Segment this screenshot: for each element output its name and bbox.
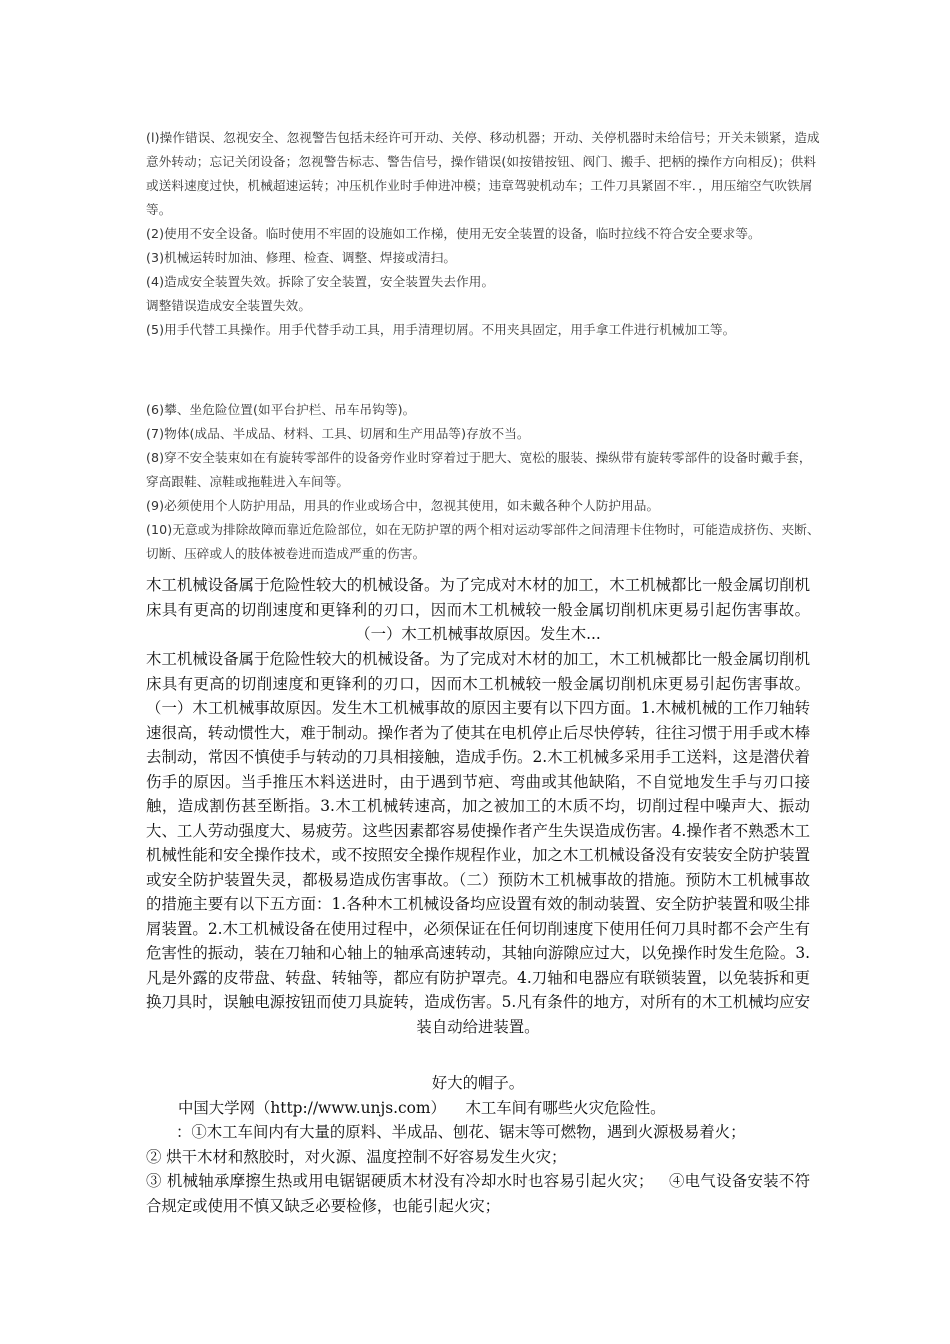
hazard-line-3: ③ 机械轴承摩擦生热或用电锯锯硬质木材没有冷却水时也容易引起火灾； ④电气设备安装不符合规定或使用不慎又缺乏必要检修，也能引起火灾；	[146, 1172, 810, 1215]
unsafe-acts-list-part1	[146, 126, 822, 342]
unsafe-acts-list-part2	[146, 398, 822, 566]
woodworking-article	[146, 647, 810, 1039]
fire-hazard-section	[146, 1071, 810, 1218]
footer-heading: 好大的帽子。	[431, 1074, 525, 1092]
item-3-paragraph: (3)机械运转时加油、修理、检查、调整、焊接或清扫。	[146, 250, 457, 265]
item-4-continuation: 调整错误造成安全装置失效。	[146, 298, 312, 313]
hazard-line-2: ② 烘干木材和熬胶时，对火源、温度控制不好容易发生火灾；	[146, 1147, 567, 1166]
item-6-paragraph: (6)攀、坐危险位置(如平台护栏、吊车吊钩等)。	[146, 402, 416, 417]
article-paragraph: 木工机械设备属于危险性较大的机械设备。为了完成对木材的加工，木工机械都比一般金属切削机床具有更高的切削速度和更锋利的刃口，因而木工机械较一般金属切削机床更易引起伤害事故。（一）木工机械事故原因。发生木工机械事故的原因主要有以下四方面。1.木械机械的工作刀轴转速很高，转动惯性大，难于制动。操作者为了使其在电机停止后尽快停转，往往习惯于用手或木棒去制动，常因不慎使手与转动的刀具相接触，造成手伤。2.木工机械多采用手工送料，这是潜伏着伤手的原因。当手推压木料送进时，由于遇到节疤、弯曲或其他缺陷，不自觉地发生手与刃口接触，造成割伤甚至断指。3.木工机械转速高，加之被加工的木质不均，切削过程中噪声大、振动大、工人劳动强度大、易疲劳。这些因素都容易使操作者产生失误造成伤害。4.操作者不熟悉木工机械性能和安全操作技术，或不按照安全操作规程作业，加之木工机械设备没有安装安全防护装置或安全防护装置失灵，都极易造成伤害事故。（二）预防木工机械事故的措施。预防木工机械事故的措施主要有以下五方面：1.各种木工机械设备均应设置有效的制动装置、安全防护装置和吸尘排屑装置。2.木工机械设备在使用过程中，必须保证在任何切削速度下使用任何刀具时都不会产生有危害性的振动，装在刀轴和心轴上的轴承高速转动，其轴向游隙应过大，以免操作时发生危险。3.凡是外露的皮带盘、转盘、转轴等，都应有防护罩壳。4.刀轴和电器应有联锁装置，以免装拆和更换刀具时，误触电源按钮而使刀具旋转，造成伤害。5.凡有条件的地方，对所有的木工机械均应安装自动给进装置。	[146, 650, 810, 1036]
item-1-paragraph: (l)操作错误、忽视安全、忽视警告包括未经许可开动、关停、移动机器；开动、关停机器时未给信号；开关未锁紧，造成意外转动；忘记关闭设备；忽视警告标志、警告信号，操作错误(如按错按钮、阀门、搬手、把柄的操作方向相反)；供料或送料速度过快，机械超速运转；冲压机作业时手伸进冲模；违章驾驶机动车；工件刀具紧固不牢．，用压缩空气吹铁屑等。	[146, 130, 820, 217]
item-10-paragraph: (10)无意或为排除故障而靠近危险部位，如在无防护罩的两个相对运动零部件之间清理卡住物时，可能造成挤伤、夹断、切断、压碎或人的肢体被卷进而造成严重的伤害。	[146, 522, 820, 561]
item-5-paragraph: (5)用手代替工具操作。用手代替手动工具，用手清理切屑。不用夹具固定，用手拿工件进行机械加工等。	[146, 322, 736, 337]
hazard-line-1: ：①木工车间内有大量的原料、半成品、刨花、锯末等可燃物，遇到火源极易着火；	[176, 1123, 746, 1141]
summary-paragraph: 木工机械设备属于危险性较大的机械设备。为了完成对木材的加工，木工机械都比一般金属切削机床具有更高的切削速度和更锋利的刃口，因而木工机械较一般金属切削机床更易引起伤害事故。（一）木工机械事故原因。发生木...	[146, 576, 810, 643]
item-7-paragraph: (7)物体(成品、半成品、材料、工具、切屑和生产用品等)存放不当。	[146, 426, 530, 441]
source-line: 中国大学网（http://www.unjs.com） 木工车间有哪些火灾危险性。	[178, 1098, 666, 1117]
woodworking-summary	[146, 573, 810, 647]
item-8-paragraph: (8)穿不安全装束如在有旋转零部件的设备旁作业时穿着过于肥大、宽松的服装、操纵带有旋转零部件的设备时戴手套，穿高跟鞋、凉鞋或拖鞋进入车间等。	[146, 450, 812, 489]
item-2-paragraph: (2)使用不安全设备。临时使用不牢固的设施如工作梯，使用无安全装置的设备，临时拉线不符合安全要求等。	[146, 226, 761, 241]
item-4-paragraph: (4)造成安全装置失效。拆除了安全装置，安全装置失去作用。	[146, 274, 495, 289]
item-9-paragraph: (9)必须使用个人防护用品，用具的作业或场合中，忽视其使用，如未戴各种个人防护用品。	[146, 498, 660, 513]
